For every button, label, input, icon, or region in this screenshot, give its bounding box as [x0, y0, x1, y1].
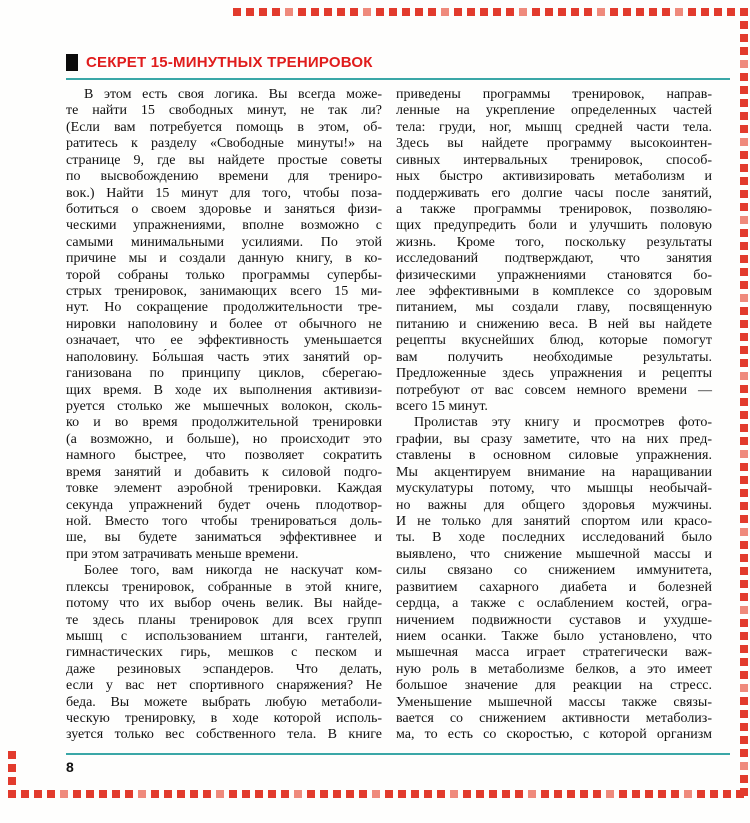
border-square: [398, 790, 406, 798]
border-square: [740, 437, 748, 445]
text-line: вается со снижением активности метаболиз-: [396, 711, 712, 727]
border-square: [580, 790, 588, 798]
border-square: [8, 764, 16, 772]
border-square: [740, 385, 748, 393]
border-square: [636, 8, 644, 16]
text-line: ше, вы будете заниматься эффективнее и: [66, 530, 382, 546]
border-square: [506, 8, 514, 16]
border-square: [164, 790, 172, 798]
border-square: [740, 476, 748, 484]
border-square: [697, 790, 705, 798]
border-square: [476, 790, 484, 798]
text-line: ратитесь к разделу «Свободные минуты!» на: [66, 136, 382, 152]
text-line: рецепты вкуснейших блюд, которые помогут: [396, 333, 712, 349]
border-square: [480, 8, 488, 16]
border-square: [675, 8, 683, 16]
text-columns: [66, 87, 712, 744]
border-square: [740, 359, 748, 367]
border-square: [467, 8, 475, 16]
border-square: [740, 684, 748, 692]
border-square: [34, 790, 42, 798]
border-square: [740, 294, 748, 302]
text-line: нием осанки. Также было установлено, что: [396, 628, 712, 644]
border-square: [740, 99, 748, 107]
text-line: поддерживать его долгие часы после занятий,: [396, 185, 712, 201]
text-line: гимнастических гирь, мешков с песком и: [66, 645, 382, 661]
border-square: [450, 790, 458, 798]
text-line: Пролистав эту книгу и просмотрев фото-: [414, 415, 712, 431]
text-line: ганизована по принципу циклов, сберегаю-: [66, 366, 382, 382]
border-square: [60, 790, 68, 798]
border-square: [740, 307, 748, 315]
border-square: [333, 790, 341, 798]
border-square: [190, 790, 198, 798]
text-line: мышечная масса играет стратегически важ-: [396, 645, 712, 661]
border-square: [268, 790, 276, 798]
text-line: секунда упражнений будет очень плодотвор-: [66, 497, 382, 513]
text-line: а также программы тренировок, позволяю-: [396, 201, 712, 217]
border-square: [740, 606, 748, 614]
border-square: [47, 790, 55, 798]
border-square: [740, 398, 748, 406]
border-square: [298, 8, 306, 16]
border-square: [740, 320, 748, 328]
border-square: [606, 790, 614, 798]
border-square: [255, 790, 263, 798]
border-square: [545, 8, 553, 16]
text-line: даже резиновых эспандеров. Что делать,: [66, 661, 382, 677]
text-line: Мы акцентируем внимание на наращивании: [396, 464, 712, 480]
border-square: [376, 8, 384, 16]
text-line: исследований подтверждают, что занятия: [396, 251, 712, 267]
border-square: [350, 8, 358, 16]
text-line: те найти 15 свободных минут, не так ли?: [66, 103, 382, 119]
text-line: Здесь вы найдете программу высокоинтен-: [396, 136, 712, 152]
text-line: ленные на укрепление определенных частей: [396, 103, 712, 119]
text-line: сердца, а также с ослаблением костей, огра-: [396, 596, 712, 612]
paragraph: [396, 415, 712, 743]
border-square: [740, 346, 748, 354]
text-line: сивных интервальных тренировок, способ-: [396, 152, 712, 168]
text-line: графии, вы сразу заметите, что на них пред-: [396, 431, 712, 447]
text-line: зуется только вес собственного тела. В книге: [66, 727, 382, 743]
border-square: [740, 372, 748, 380]
border-square: [740, 632, 748, 640]
border-square: [558, 8, 566, 16]
border-square: [740, 216, 748, 224]
text-line: питанием, мы создали главу, посвященную: [396, 300, 712, 316]
border-square: [151, 790, 159, 798]
border-square: [233, 8, 241, 16]
border-square: [740, 554, 748, 562]
border-square: [138, 790, 146, 798]
border-square: [740, 112, 748, 120]
chapter-header: [66, 54, 730, 71]
text-line: ную роль в метаболизме белков, а это имеет: [396, 661, 712, 677]
text-line: ботиться о своем здоровье и заняться физи-: [66, 201, 382, 217]
border-square: [73, 790, 81, 798]
border-square: [740, 671, 748, 679]
text-line: руется столько же мышечных волокон, сколь-: [66, 399, 382, 415]
border-square: [740, 736, 748, 744]
border-square: [740, 762, 748, 770]
border-square: [740, 749, 748, 757]
border-square: [519, 8, 527, 16]
border-square: [740, 619, 748, 627]
border-square: [294, 790, 302, 798]
border-square: [125, 790, 133, 798]
text-line: приведены программы тренировок, направ-: [396, 87, 712, 102]
border-square: [740, 775, 748, 783]
border-square: [8, 751, 16, 759]
border-square: [740, 723, 748, 731]
text-line: (Если вам потребуется помощь в этом, об-: [66, 119, 382, 135]
chapter-title: СЕКРЕТ 15-МИНУТНЫХ ТРЕНИРОВОК: [86, 54, 373, 71]
border-square: [740, 411, 748, 419]
text-line: самыми минимальными усилиями. По этой: [66, 234, 382, 250]
border-square: [671, 790, 679, 798]
border-square: [740, 333, 748, 341]
border-square: [740, 125, 748, 133]
text-line: товке элемент аэробной тренировки. Каждая: [66, 481, 382, 497]
text-line: тела: груди, ног, мышц средней части тела.: [396, 119, 712, 135]
border-square: [363, 8, 371, 16]
border-square: [307, 790, 315, 798]
border-square: [320, 790, 328, 798]
border-square: [740, 34, 748, 42]
border-square: [740, 73, 748, 81]
border-square: [740, 450, 748, 458]
text-line: но важны для общего здоровья мужчины.: [396, 497, 712, 513]
text-line: время занятий и добавить к силовой подго-: [66, 464, 382, 480]
border-square: [311, 8, 319, 16]
column-left: [66, 87, 382, 744]
text-line: жизнь. Кроме того, поскольку результаты: [396, 234, 712, 250]
border-square: [229, 790, 237, 798]
text-line: намного быстрее, что позволяет сократить: [66, 448, 382, 464]
border-square: [428, 8, 436, 16]
text-line: В этом есть своя логика. Вы всегда може-: [84, 87, 382, 102]
border-square: [740, 151, 748, 159]
border-square: [740, 203, 748, 211]
border-square: [740, 541, 748, 549]
text-line: потребуют от вас совсем немного времени —: [396, 382, 712, 398]
border-square: [740, 255, 748, 263]
border-square: [740, 47, 748, 55]
border-square: [723, 790, 731, 798]
text-line: означает, что ее эффективность уменьшается: [66, 333, 382, 349]
border-square: [337, 8, 345, 16]
border-square: [8, 790, 16, 798]
text-line: ческую тренировку, в ходе которой исполь-: [66, 711, 382, 727]
text-line: нировки наполовину и более от обычного не: [66, 316, 382, 332]
text-line: Уменьшение мышечной массы также связы-: [396, 694, 712, 710]
border-square: [727, 8, 735, 16]
text-line: те здесь планы тренировок для всех групп: [66, 612, 382, 628]
border-square: [740, 580, 748, 588]
border-square: [740, 8, 748, 16]
text-line: щих предупредить боли и улучшить половую: [396, 218, 712, 234]
border-square: [632, 790, 640, 798]
text-line: нут. Но сокращение продолжительности тре-: [66, 300, 382, 316]
text-line: при этом затрачивать меньше времени.: [66, 546, 299, 562]
text-line: Предложенные здесь упражнения и рецепты: [396, 366, 712, 382]
text-line: физическими упражнениями становятся бо-: [396, 267, 712, 283]
border-square: [740, 424, 748, 432]
text-line: ставлены в основном силовые упражнения.: [396, 448, 712, 464]
border-square: [177, 790, 185, 798]
border-square: [86, 790, 94, 798]
text-line: ной. Вместо того чтобы тренироваться доль-: [66, 513, 382, 529]
border-square: [567, 790, 575, 798]
text-line: ничением подвижности суставов и ухудше-: [396, 612, 712, 628]
border-square: [740, 164, 748, 172]
text-line: силы связано со снижением иммунитета,: [396, 563, 712, 579]
border-square: [584, 8, 592, 16]
text-line: ко и во время продолжительной тренировки: [66, 415, 382, 431]
text-line: вам получить необходимые результаты.: [396, 349, 712, 365]
text-line: развитием сахарного диабета и болезней: [396, 579, 712, 595]
border-square: [8, 777, 16, 785]
text-line: выявлено, что снижение мышечной массы и: [396, 546, 712, 562]
border-square: [740, 86, 748, 94]
border-square: [645, 790, 653, 798]
border-square: [619, 790, 627, 798]
border-square: [112, 790, 120, 798]
border-square: [216, 790, 224, 798]
border-square: [515, 790, 523, 798]
border-square: [740, 528, 748, 536]
border-square: [740, 60, 748, 68]
text-line: лее эффективными в комплексе со здоровым: [396, 284, 712, 300]
border-square: [502, 790, 510, 798]
border-square: [272, 8, 280, 16]
text-line: Более того, вам никогда не наскучат ком-: [84, 563, 382, 579]
text-line: причине мы и создали данную книгу, в ко-: [66, 251, 382, 267]
footer-rule: [66, 753, 730, 755]
text-line: наполовину. Бо́льшая часть этих занятий ор-: [66, 349, 382, 365]
text-line: ных быстро активизировать метаболизм и: [396, 169, 712, 185]
border-square: [740, 710, 748, 718]
border-square: [740, 515, 748, 523]
text-line: (а возможно, и больше), но происходит это: [66, 431, 382, 447]
paragraph: [396, 87, 712, 415]
border-square: [597, 8, 605, 16]
border-square: [684, 790, 692, 798]
border-square: [610, 8, 618, 16]
text-line: ческими упражнениями, вполне возможно с: [66, 218, 382, 234]
text-line: мускулатуры потому, что мышцы необычай-: [396, 481, 712, 497]
border-square: [246, 8, 254, 16]
text-line: потому что их выбор очень велик. Вы найде-: [66, 596, 382, 612]
border-square: [593, 790, 601, 798]
border-square: [740, 489, 748, 497]
border-square: [740, 463, 748, 471]
border-square: [740, 242, 748, 250]
border-square: [415, 8, 423, 16]
border-square: [203, 790, 211, 798]
border-square: [623, 8, 631, 16]
border-square: [359, 790, 367, 798]
header-rule: [66, 78, 730, 80]
paragraph: [66, 563, 382, 744]
border-square: [740, 645, 748, 653]
text-line: беда. Вы можете выбрать любую метаболи-: [66, 694, 382, 710]
text-line: странице 9, где вы найдете простые советы: [66, 152, 382, 168]
border-square: [740, 658, 748, 666]
border-square: [259, 8, 267, 16]
border-square: [740, 138, 748, 146]
text-line: торой собраны только программы супербы-: [66, 267, 382, 283]
text-line: всего 15 минут.: [396, 399, 488, 415]
border-square: [740, 567, 748, 575]
border-square: [372, 790, 380, 798]
border-square: [649, 8, 657, 16]
border-square: [281, 790, 289, 798]
text-line: питанию и снижению веса. В ней вы найдете: [396, 316, 712, 332]
text-line: вок.) Найти 15 минут для того, чтобы поза-: [66, 185, 382, 201]
text-line: щих время. В ходе их выполнения активизи-: [66, 382, 382, 398]
border-square: [740, 177, 748, 185]
text-line: по высвобождению времени для трениро-: [66, 169, 382, 185]
border-square: [740, 502, 748, 510]
border-square: [99, 790, 107, 798]
border-square: [740, 190, 748, 198]
border-square: [714, 8, 722, 16]
border-square: [662, 8, 670, 16]
border-square: [411, 790, 419, 798]
border-square: [736, 790, 744, 798]
border-square: [658, 790, 666, 798]
border-square: [389, 8, 397, 16]
text-line: ма, то есть со скоростью, с которой организм: [396, 727, 712, 743]
border-square: [571, 8, 579, 16]
border-square: [740, 593, 748, 601]
text-line: И не только для занятий спортом или красо-: [396, 513, 712, 529]
border-square: [402, 8, 410, 16]
border-square: [437, 790, 445, 798]
text-line: если у вас нет спортивного снаряжения? Не: [66, 678, 382, 694]
border-square: [385, 790, 393, 798]
border-square: [740, 229, 748, 237]
border-square: [285, 8, 293, 16]
border-square: [21, 790, 29, 798]
text-line: ты. В ходе последних исследований было: [396, 530, 712, 546]
border-square: [740, 268, 748, 276]
paragraph: [66, 87, 382, 563]
border-square: [532, 8, 540, 16]
text-line: стрых тренировок, занимающих всего 15 ми-: [66, 284, 382, 300]
page-number: 8: [66, 759, 74, 775]
border-square: [463, 790, 471, 798]
border-square: [740, 21, 748, 29]
border-square: [441, 8, 449, 16]
border-square: [710, 790, 718, 798]
border-square: [541, 790, 549, 798]
column-right: [396, 87, 712, 744]
text-line: мышц с использованием штанги, гантелей,: [66, 628, 382, 644]
border-square: [324, 8, 332, 16]
text-line: большое значение для реакции на стресс.: [396, 678, 712, 694]
border-square: [493, 8, 501, 16]
border-square: [528, 790, 536, 798]
border-square: [701, 8, 709, 16]
border-square: [554, 790, 562, 798]
border-square: [424, 790, 432, 798]
text-line: плексы тренировок, собранные в этой книге,: [66, 579, 382, 595]
border-square: [489, 790, 497, 798]
border-square: [688, 8, 696, 16]
border-square: [740, 697, 748, 705]
border-square: [242, 790, 250, 798]
border-square: [346, 790, 354, 798]
border-square: [454, 8, 462, 16]
header-bullet-square-icon: [66, 54, 78, 71]
border-square: [740, 281, 748, 289]
